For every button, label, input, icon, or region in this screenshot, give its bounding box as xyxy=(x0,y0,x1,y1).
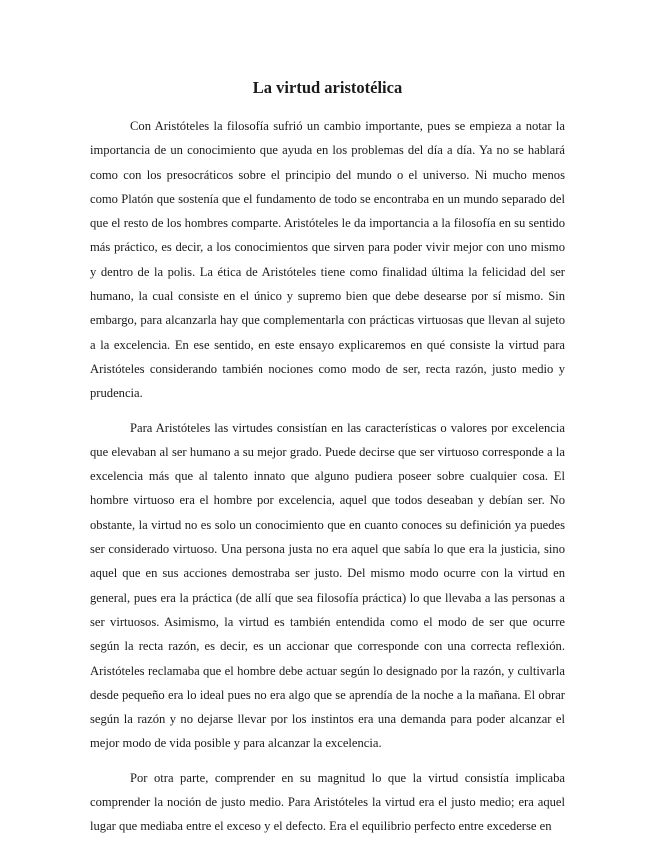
paragraph-2: Para Aristóteles las virtudes consistían en las características o valores por excelencia que elevaban al ser humano a su mejor grado. Puede decirse que ser virtuoso corresponde a la excelencia más que al talento innato que alguno pudiera poseer sobre cualquier cosa. El hombre virtuoso era el hombre por excelencia, aquel que todos deseaban y debían ser. No obstante, la virtud no es solo un conocimiento que en cuanto conoces su definición ya puedes ser considerado virtuoso. Una persona justa no era aquel que sabía lo que era la justicia, sino aquel que en sus acciones demostraba ser justo. Del mismo modo ocurre con la virtud en general, pues era la práctica (de allí que sea filosofía práctica) lo que llevaba a las personas a ser virtuosos. Asimismo, la virtud es también entendida como el modo de ser que ocurre según la recta razón, es decir, es un accionar que corresponde con una correcta reflexión. Aristóteles reclamaba que el hombre debe actuar según lo designado por la razón, y cultivarla desde pequeño era lo ideal pues no era algo que se aprendía de la noche a la mañana. El obrar según la razón y no dejarse llevar por los instintos era una demanda para poder alcanzar el mejor modo de vida posible y para alcanzar la excelencia. xyxy=(90,420,565,751)
document-title: La virtud aristotélica xyxy=(252,78,403,97)
paragraph-3: Por otra parte, comprender en su magnitud lo que la virtud consistía implicaba comprender la noción de justo medio. Para Aristóteles la virtud era el justo medio; era aquel lugar que mediaba entre el exceso y el defecto. Era el equilibrio perfecto entre excederse en xyxy=(90,770,565,834)
paragraph-1: Con Aristóteles la filosofía sufrió un cambio importante, pues se empieza a notar la importancia de un conocimiento que ayuda en los problemas del día a día. Ya no se hablará como con los presocráticos sobre el principio del mundo o el universo. Ni mucho menos como Platón que sostenía que el fundamento de todo se encontraba en un mundo separado del que el resto de los hombres comparte. Aristóteles le da importancia a la filosofía en su sentido más práctico, es decir, a los conocimientos que sirven para poder vivir mejor con uno mismo y dentro de la polis. La ética de Aristóteles tiene como finalidad última la felicidad del ser humano, la cual consiste en el único y supremo bien que debe desearse por sí mismo. Sin embargo, para alcanzarla hay que complementarla con prácticas virtuosas que llevan al sujeto a la excelencia. En ese sentido, en este ensayo explicaremos en qué consiste la virtud para Aristóteles considerando también nociones como modo de ser, recta razón, justo medio y prudencia. xyxy=(90,119,565,401)
